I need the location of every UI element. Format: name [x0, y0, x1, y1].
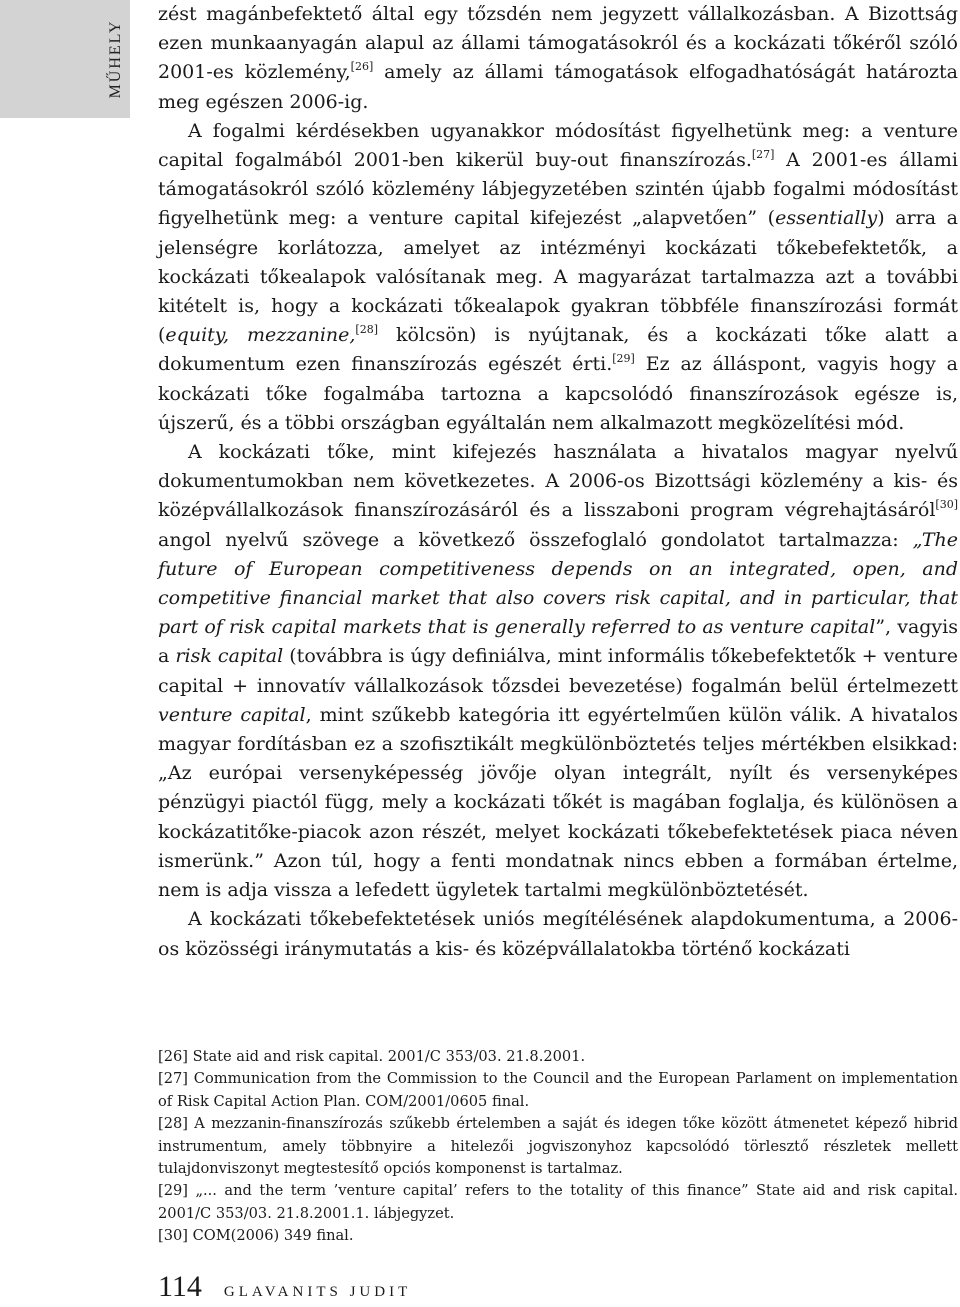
paragraph: [158, 117, 958, 438]
text-run: A 2001-es állami támogatásokról szóló közlemény lábjegyzetében szintén újabb fogalmi módosítást figyelhetünk meg: a venture capital kifejezést „alapvetően” (: [158, 149, 958, 230]
page-number: 114: [158, 1270, 202, 1303]
footnote-ref: [30]: [935, 498, 958, 512]
italic-run: risk capital: [175, 645, 284, 668]
section-label: MŰHELY: [107, 19, 124, 99]
italic-run: „The future of European competitiveness depends on an integrated, open, and competitive financial market that also covers risk capital, and in particular, that part of risk capital markets that is generally referred to as venture capital: [158, 528, 958, 639]
footnote-ref: [29]: [612, 352, 635, 366]
italic-run: venture capital: [158, 703, 306, 726]
text-run: kölcsön) is nyújtanak, és a kockázati tőke alatt a dokumentum ezen finanszírozás egészét érti.: [158, 324, 958, 376]
footnotes: [158, 1046, 958, 1248]
text-run: (továbbra is úgy definiálva, mint informális tőkebefektetők + venture capital + innovatív vállalkozások tőzsdei bevezetése) fogalmán belül értelmezett: [158, 645, 958, 697]
italic-run: essentially: [775, 207, 878, 230]
text-run: , mint szűkebb kategória itt egyértelműen külön válik. A hivatalos magyar fordításban ez a szofisztikált megkülönböztetés teljes mértékben elsikkad: „Az európai versenyképesség jövője olyan integrált, nyílt és versenyképes pénzügyi piactól függ, mely a kockázati tőkét is magában foglalja, és különösen a kockázatitőke-piacok azon részét, melyet kockázati tőkebefektetések piaca néven ismerünk.” Azon túl, hogy a fenti mondatnak nincs ebben a formában értelme, nem is adja vissza a lefedett ügyletek tartalmi megkülönböztetését.: [158, 703, 959, 902]
italic-run: equity, mezzanine,: [165, 324, 356, 347]
footnote: [28] A mezzanin-finanszírozás szűkebb értelemben a saját és idegen tőke között átmenetet képező hibrid instrumentum, amely többnyire a hitelezői jogviszonyhoz kapcsolódó törlesztő részletek mellett tulajdonviszonyt megtestesítő opciós komponenst is tartalmaz.: [158, 1115, 958, 1178]
text-run: ”, vagyis a: [158, 616, 958, 668]
text-run: ) arra a jelenségre korlátozza, amelyet az intézményi kockázati tőkebefektetők, a kockázati tőkealapok valósítanak meg. A magyarázat tartalmazza azt a további kitételt is, hogy a kockázati tőkealapok gyakran többféle finanszírozási formát (: [158, 207, 959, 347]
paragraph: [158, 905, 958, 963]
footnote-ref: [28]: [355, 323, 379, 337]
text-run: amely az állami támogatások elfogadhatóságát határozta meg egészen 2006-ig.: [158, 61, 958, 113]
body-text: [158, 0, 958, 964]
footnote: [30] COM(2006) 349 final.: [158, 1227, 354, 1245]
footnote: [26] State aid and risk capital. 2001/C 353/03. 21.8.2001.: [158, 1048, 586, 1065]
footnote-ref: [26]: [350, 60, 374, 74]
footnote: [27] Communication from the Commission to the Council and the European Parlament on implementation of Risk Capital Action Plan. COM/2001/0605 final.: [158, 1070, 958, 1110]
text-run: Ez az álláspont, vagyis hogy a kockázati tőke fogalmába tartozna a kapcsolódó finanszírozások egésze is, újszerű, és a többi országban egyáltalán nem alkalmazott megközelítési mód.: [158, 353, 958, 434]
text-run: A kockázati tőke, mint kifejezés használata a hivatalos magyar nyelvű dokumentumokban nem következetes. A 2006-os Bizottsági közlemény a kis- és középvállalkozások finanszírozásáról és a lisszaboni program végrehajtásáról: [158, 441, 958, 522]
paragraph: [158, 0, 958, 117]
paragraph: [158, 438, 958, 905]
text-run: angol nyelvű szövege a következő összefoglaló gondolatot tartalmazza:: [158, 528, 913, 551]
text-run: A fogalmi kérdésekben ugyanakkor módosítást figyelhetünk meg: a venture capital fogalmából 2001-ben kikerül buy-out finanszírozás.: [158, 119, 958, 172]
page-footer: [158, 1270, 411, 1304]
author-name: GLAVANITS JUDIT: [223, 1284, 412, 1300]
footnote: [29] „... and the term ’venture capital’ refers to the totality of this finance” State aid and risk capital. 2001/C 353/03. 21.8.2001.1. lábjegyzet.: [158, 1182, 958, 1222]
footnote-ref: [27]: [751, 148, 775, 162]
text-run: A kockázati tőkebefektetések uniós megítélésének alapdokumentuma, a 2006-os közösségi iránymutatás a kis- és középvállalatokba történő kockázati: [158, 908, 958, 960]
text-run: zést magánbefektető által egy tőzsdén nem jegyzett vállalkozásban. A Bizottság ezen munkaanyagán alapul az állami támogatásokról és a kockázati tőkéről szóló 2001-es közlemény,: [158, 3, 958, 84]
section-tab: [0, 0, 130, 118]
